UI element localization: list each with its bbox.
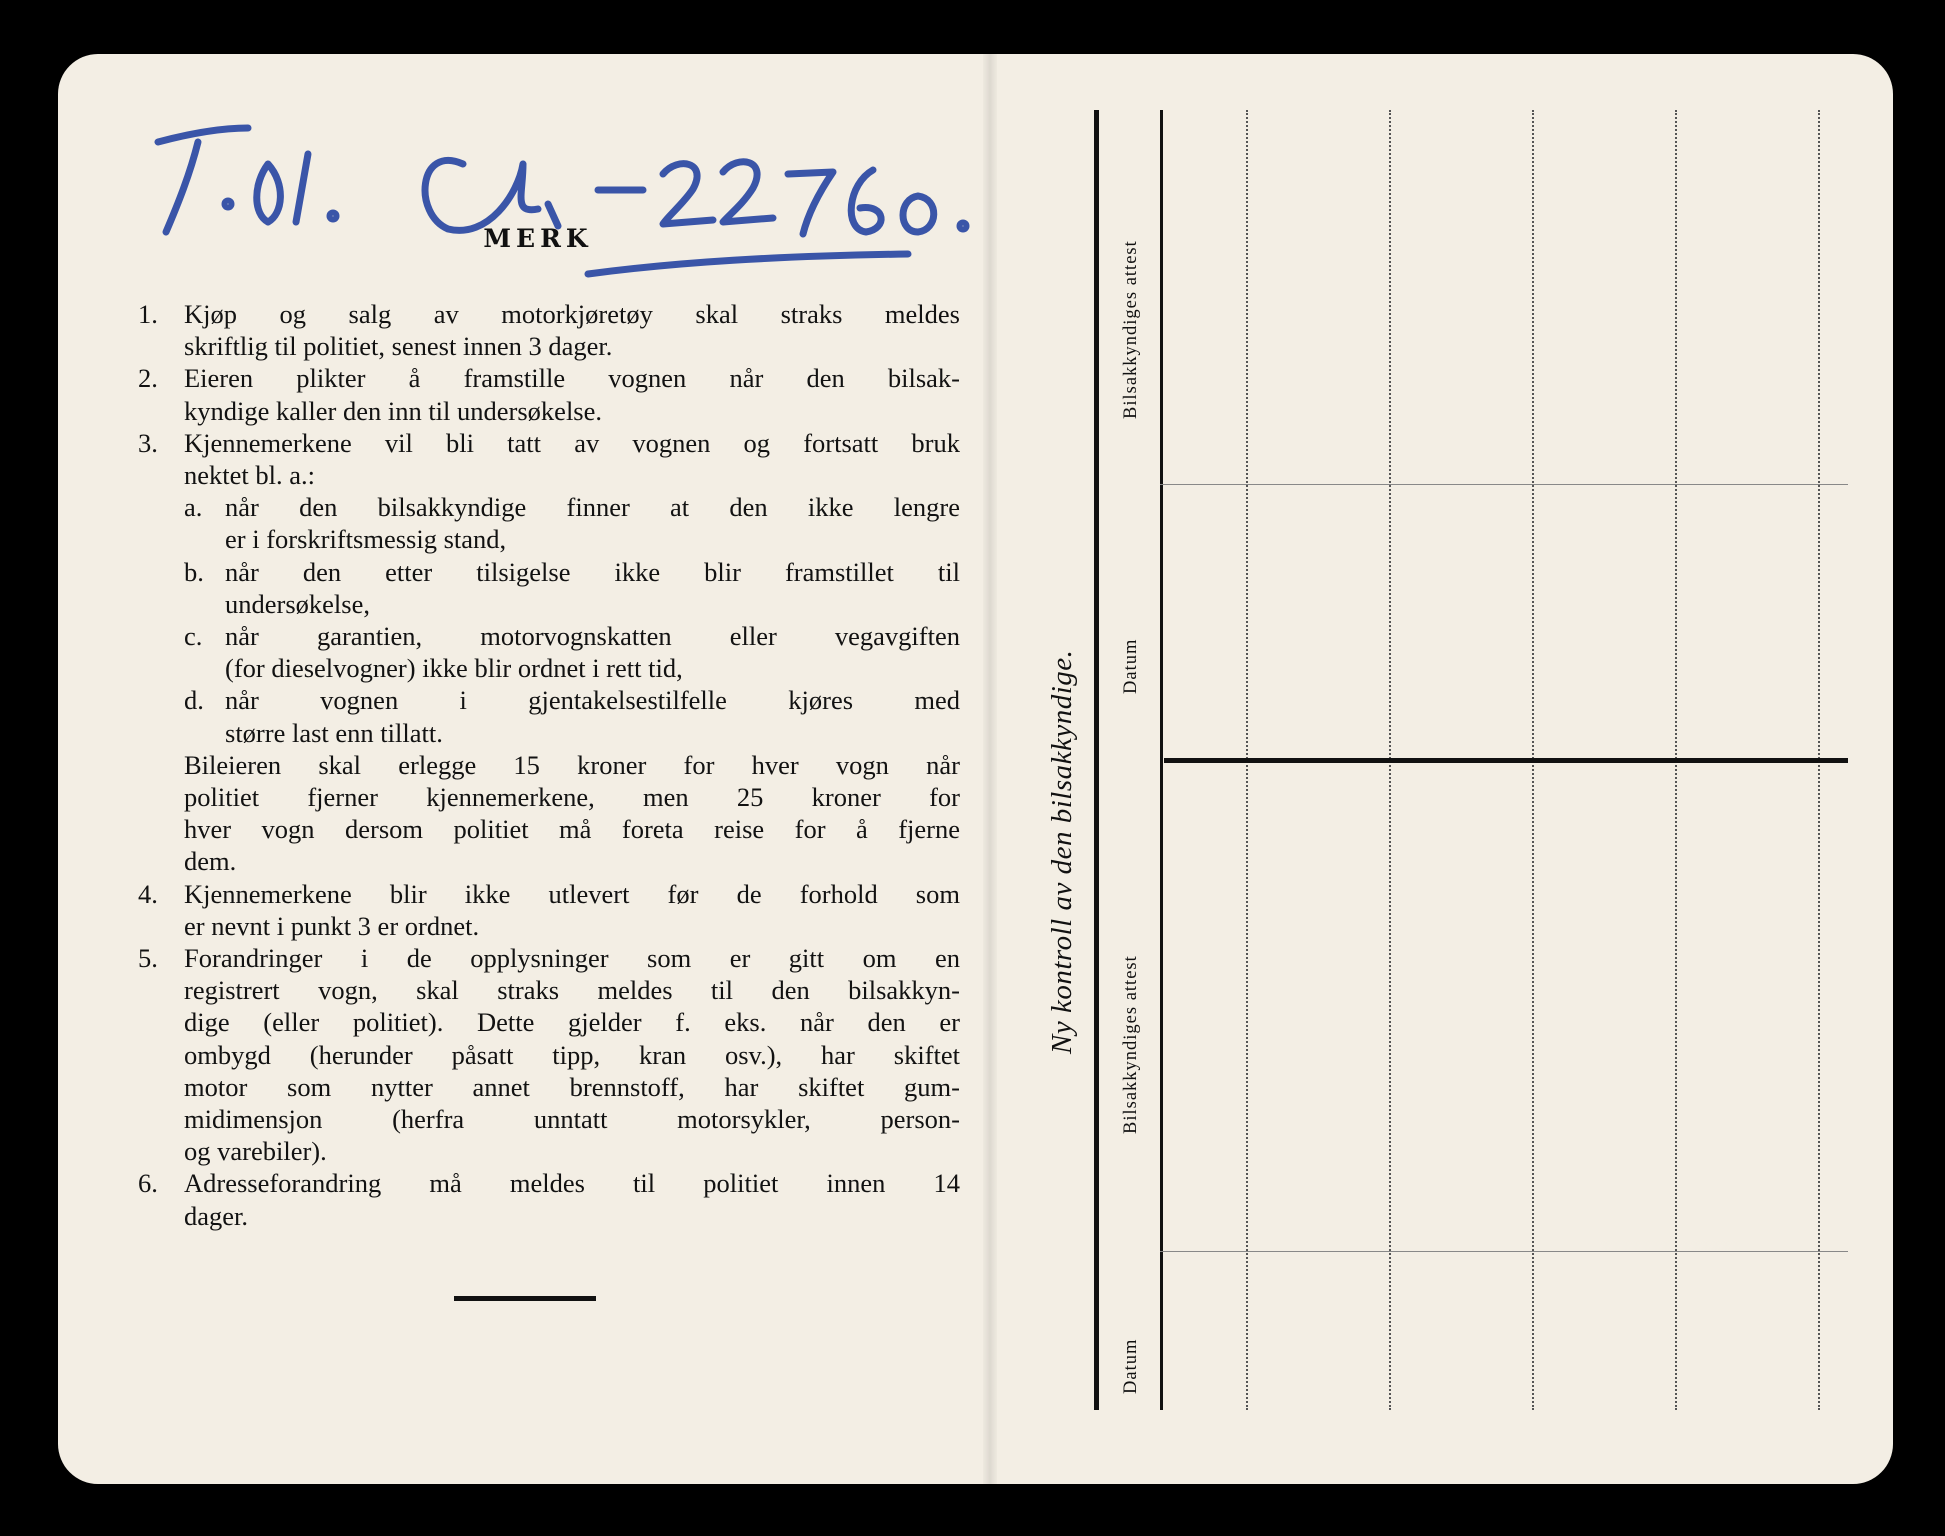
rule-text-line: Kjennemerkene vil bli tatt av vognen og fortsatt bruk (184, 427, 960, 458)
sub-item-line: når vognen i gjentakelsestilfelle kjøres med (225, 685, 960, 716)
rule-text-line: Eieren plikter å framstille vognen når den bilsak- (184, 363, 960, 394)
sub-item (184, 684, 960, 748)
rule-text-line: Forandringer i de opplysninger som er gitt om en (184, 943, 960, 974)
rule-text-line: registrert vogn, skal straks meldes til den bilsakkyn- (184, 975, 960, 1006)
sub-item-line: undersøkelse, (225, 588, 370, 619)
footer-divider (454, 1296, 596, 1301)
vertical-title: Ny kontroll av den bilsakkyndige. (1046, 649, 1078, 1054)
fee-paragraph-line: Bileieren skal erlegge 15 kroner for hver vogn når (184, 749, 960, 780)
attest-label-lower: Bilsakkyndiges attest (1121, 955, 1141, 1134)
rule-text-line: motor som nytter annet brennstoff, har skiftet gum- (184, 1071, 960, 1102)
sub-item-line: (for dieselvogner) ikke blir ordnet i rett tid, (225, 653, 683, 684)
fee-paragraph-line: hver vogn dersom politiet må foreta reise for å fjerne (184, 814, 960, 845)
rule-text-line: og varebiler). (184, 1136, 327, 1167)
rule-number: 4. (138, 878, 158, 909)
sub-item (184, 491, 960, 555)
separator-bottom (1160, 1251, 1848, 1252)
rule-number: 3. (138, 427, 158, 458)
rule-number: 5. (138, 943, 158, 974)
form-border-inner (1160, 110, 1163, 1410)
rule-number: 2. (138, 363, 158, 394)
sub-item-line: større last enn tillatt. (225, 717, 443, 748)
sub-item-line: når garantien, motorvognskatten eller vegavgiften (225, 621, 960, 652)
sub-item-letter: d. (184, 685, 204, 716)
attest-label-top: Bilsakkyndiges attest (1121, 240, 1141, 419)
rule-text-line: er nevnt i punkt 3 er ordnet. (184, 910, 480, 941)
sub-item-letter: a. (184, 492, 203, 523)
rule-text-line: skriftlig til politiet, senest innen 3 dager. (184, 331, 613, 362)
sub-item-letter: b. (184, 556, 204, 587)
sub-item-letter: c. (184, 621, 203, 652)
rule-text-line: dager. (184, 1200, 249, 1231)
rule-text-line: ombygd (herunder påsatt tipp, kran osv.), har skiftet (184, 1039, 960, 1070)
rule-text-line: Adresseforandring må meldes til politiet innen 14 (184, 1168, 960, 1199)
page-title: MERK (483, 224, 593, 253)
fee-paragraph-line: dem. (184, 846, 237, 877)
sub-item-line: når den bilsakkyndige finner at den ikke lengre (225, 492, 960, 523)
rule-item (138, 427, 960, 878)
form-border-left (1094, 110, 1099, 1410)
rule-text-line: Kjennemerkene blir ikke utlevert før de forhold som (184, 878, 960, 909)
rule-item (138, 362, 960, 426)
rule-item (138, 1167, 960, 1231)
rule-text-line: Kjøp og salg av motorkjøretøy skal straks meldes (184, 299, 960, 329)
rule-text-line: dige (eller politiet). Dette gjelder f. eks. når den er (184, 1007, 960, 1038)
rules-list (138, 298, 960, 1232)
handwriting-strokes (118, 104, 1018, 304)
fee-paragraph-line: politiet fjerner kjennemerkene, men 25 kroner for (184, 782, 960, 813)
separator-top (1160, 484, 1848, 485)
document-card (58, 54, 1893, 1484)
sub-item-line: når den etter tilsigelse ikke blir framstillet til (225, 556, 960, 587)
sub-item-line: er i forskriftsmessig stand, (225, 524, 507, 555)
rule-text-line: kyndige kaller den inn til undersøkelse. (184, 395, 603, 426)
sub-item (184, 556, 960, 620)
rule-item (138, 942, 960, 1167)
rule-number: 1. (138, 299, 158, 329)
rule-text-line: midimensjon (herfra unntatt motorsykler, person- (184, 1104, 960, 1135)
rule-number: 6. (138, 1168, 158, 1199)
datum-label-upper: Datum (1121, 638, 1141, 694)
separator-middle (1164, 758, 1848, 763)
sub-item (184, 620, 960, 684)
datum-label-lower: Datum (1121, 1338, 1141, 1394)
handwritten-annotation (118, 104, 1018, 304)
rule-text-line: nektet bl. a.: (184, 460, 315, 491)
rule-item (138, 298, 960, 362)
rule-item (138, 878, 960, 942)
